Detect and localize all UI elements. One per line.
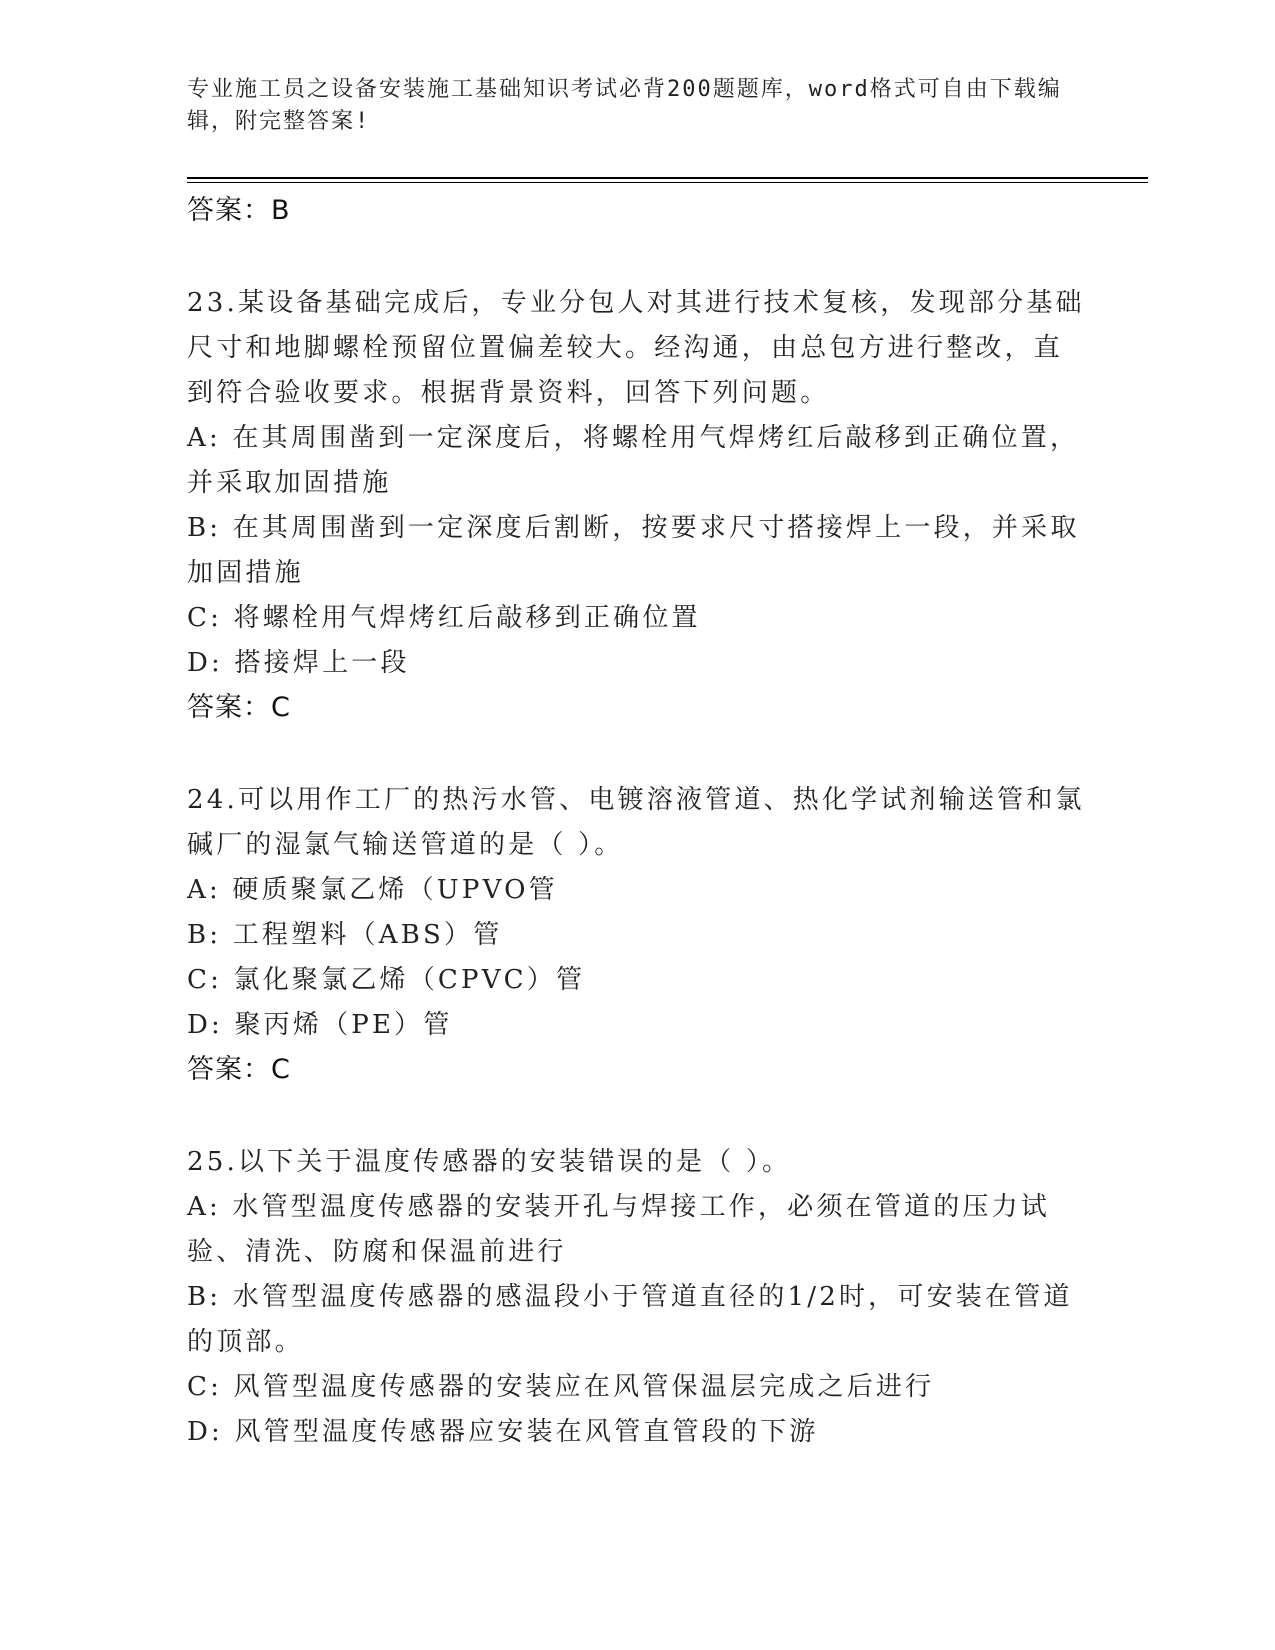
document-header: 专业施工员之设备安装施工基础知识考试必背200题题库，word格式可自由下载编辑，附完整答案!: [187, 77, 1062, 134]
option-a: A: 硬质聚氯乙烯（UPVO管: [187, 875, 558, 905]
option-c: C: 将螺栓用气焊烤红后敲移到正确位置: [187, 603, 701, 633]
question-text: 25.以下关于温度传感器的安装错误的是（ ）。: [187, 1147, 792, 1177]
header-divider: [187, 177, 1148, 179]
question-25: [187, 1140, 1087, 1455]
option-d: D: 风管型温度传感器应安装在风管直管段的下游: [187, 1417, 819, 1447]
question-text: 24.可以用作工厂的热污水管、电镀溶液管道、热化学试剂输送管和氯碱厂的湿氯气输送管道的是（ ）。: [187, 785, 1085, 860]
option-b: B: 在其周围凿到一定深度后割断，按要求尺寸搭接焊上一段，并采取加固措施: [187, 513, 1080, 588]
option-d: D: 搭接焊上一段: [187, 648, 410, 678]
question-24: [187, 778, 1087, 1092]
option-b: B: 工程塑料（ABS）管: [187, 920, 503, 950]
answer-22: 答案：B: [187, 195, 291, 226]
option-a: A: 在其周围凿到一定深度后，将螺栓用气焊烤红后敲移到正确位置，并采取加固措施: [187, 423, 1080, 498]
option-c: C: 风管型温度传感器的安装应在风管保温层完成之后进行: [187, 1372, 935, 1402]
question-text: 23.某设备基础完成后，专业分包人对其进行技术复核，发现部分基础尺寸和地脚螺栓预留位置偏差较大。经沟通，由总包方进行整改，直到符合验收要求。根据背景资料，回答下列问题。: [187, 288, 1085, 408]
option-c: C: 氯化聚氯乙烯（CPVC）管: [187, 965, 586, 995]
document-body: [187, 189, 1087, 1455]
question-23: [187, 281, 1087, 730]
option-d: D: 聚丙烯（PE）管: [187, 1010, 453, 1040]
answer-23: 答案：C: [187, 692, 291, 723]
option-a: A: 水管型温度传感器的安装开孔与焊接工作，必须在管道的压力试验、清洗、防腐和保温前进行: [187, 1192, 1051, 1267]
header-divider-thin: [187, 182, 1148, 183]
answer-24: 答案：C: [187, 1054, 291, 1085]
option-b: B: 水管型温度传感器的感温段小于管道直径的1/2时，可安装在管道的顶部。: [187, 1282, 1073, 1357]
